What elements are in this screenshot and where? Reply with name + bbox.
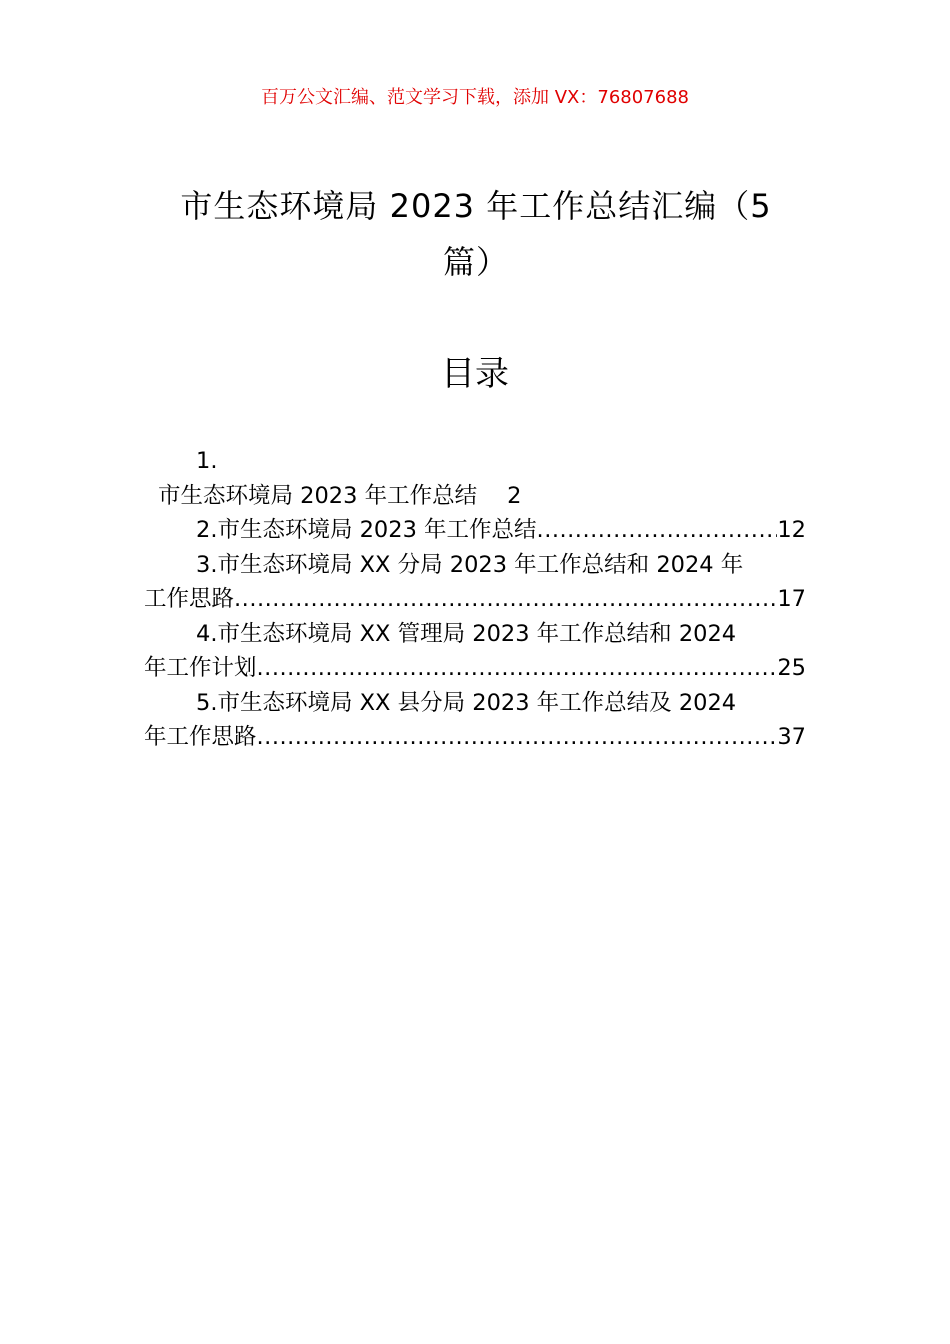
toc-entry-2-text: 2.市生态环境局 2023 年工作总结 xyxy=(196,517,537,543)
toc-entry-5-line-2[interactable] xyxy=(144,720,806,755)
toc-heading: 目录 xyxy=(441,354,509,394)
toc-leader-dots xyxy=(234,582,777,617)
toc-entry-1[interactable] xyxy=(144,479,806,514)
toc-entry-2-page: 12 xyxy=(777,517,806,543)
toc-entry-3-text: 3.市生态环境局 XX 分局 2023 年工作总结和 2024 年 xyxy=(196,551,744,578)
toc-leader-dots xyxy=(257,720,778,755)
toc-entry-3-page: 17 xyxy=(777,586,806,612)
toc-entry-1-number: 1. xyxy=(196,448,218,474)
toc-leader-dots xyxy=(257,651,778,686)
toc-entry-1-number-line[interactable] xyxy=(144,444,806,479)
toc-entry-5-text-cont: 年工作思路 xyxy=(144,724,257,750)
toc-entry-5-line-1[interactable] xyxy=(144,686,806,721)
toc-entry-3-text-cont: 工作思路 xyxy=(144,586,235,612)
toc-leader-dots xyxy=(537,513,778,548)
toc-entry-5-text: 5.市生态环境局 XX 县分局 2023 年工作总结及 2024 xyxy=(196,689,737,716)
toc-entry-2[interactable] xyxy=(144,513,806,548)
toc-entry-4-line-2[interactable] xyxy=(144,651,806,686)
toc-entry-4-text: 4.市生态环境局 XX 管理局 2023 年工作总结和 2024 xyxy=(196,620,737,647)
toc-entry-4-line-1[interactable] xyxy=(144,617,806,652)
toc-entry-3-line-1[interactable] xyxy=(144,548,806,583)
toc-entry-5-page: 37 xyxy=(777,724,806,750)
download-banner: 百万公文汇编、范文学习下载，添加 VX：76807688 xyxy=(261,87,689,108)
toc-entry-4-text-cont: 年工作计划 xyxy=(144,655,257,681)
document-title: 市生态环境局 2023 年工作总结汇编（5 篇） xyxy=(180,187,772,281)
toc-entry-1-text: 市生态环境局 2023 年工作总结 xyxy=(158,482,478,509)
toc-entry-3-line-2[interactable] xyxy=(144,582,806,617)
table-of-contents xyxy=(144,444,806,755)
toc-entry-1-page: 2 xyxy=(507,482,522,509)
toc-entry-4-page: 25 xyxy=(777,655,806,681)
